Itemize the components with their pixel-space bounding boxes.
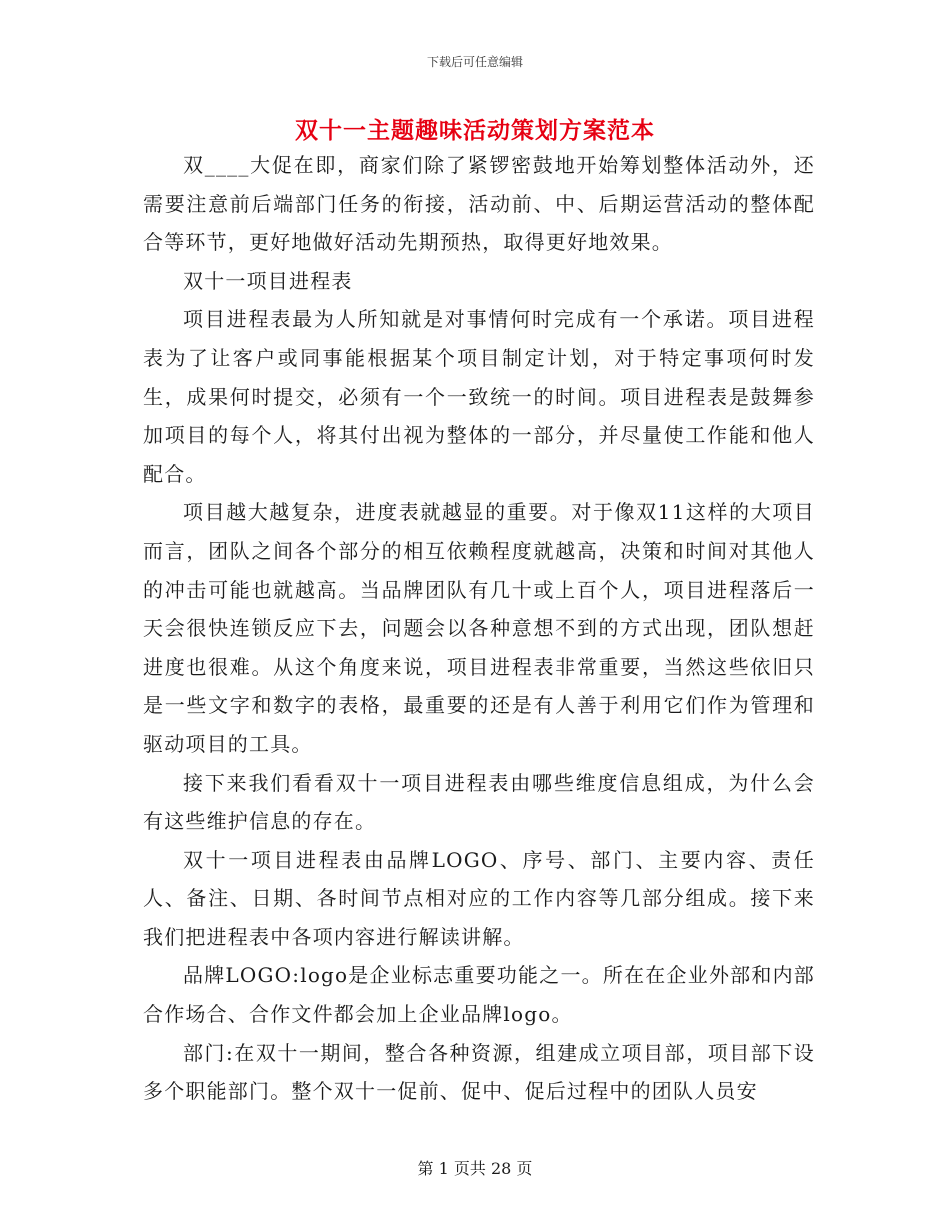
document-title: 双十一主题趣味活动策划方案范本 xyxy=(295,117,655,144)
paragraph: 部门:在双十一期间，整合各种资源，组建成立项目部，项目部下设多个职能部门。整个双十一促前、促中、促后过程中的团队人员安 xyxy=(143,1040,815,1104)
paragraph: 双十一项目进程表由品牌LOGO、序号、部门、主要内容、责任人、备注、日期、各时间节点相对应的工作内容等几部分组成。接下来我们把进程表中各项内容进行解读讲解。 xyxy=(143,847,815,949)
document-body xyxy=(143,146,815,1111)
paragraph: 项目进程表最为人所知就是对事情何时完成有一个承诺。项目进程表为了让客户或同事能根据某个项目制定计划，对于特定事项何时发生，成果何时提交，必须有一个一致统一的时间。项目进程表是鼓舞参加项目的每个人，将其付出视为整体的一部分，并尽量使工作能和他人配合。 xyxy=(143,307,815,486)
paragraph: 品牌LOGO:logo是企业标志重要功能之一。所在在企业外部和内部合作场合、合作文件都会加上企业品牌logo。 xyxy=(143,963,815,1027)
section-heading: 双十一项目进程表 xyxy=(183,268,353,293)
page-number-footer: 第 1 页共 28 页 xyxy=(417,1159,533,1178)
header-note: 下载后可任意编辑 xyxy=(426,55,523,69)
paragraph: 项目越大越复杂，进度表就越显的重要。对于像双11这样的大项目而言，团队之间各个部分的相互依赖程度就越高，决策和时间对其他人的冲击可能也就越高。当品牌团队有几十或上百个人，项目进程落后一天会很快连锁反应下去，问题会以各种意想不到的方式出现，团队想赶进度也很难。从这个角度来说，项目进程表非常重要，当然这些依旧只是一些文字和数字的表格，最重要的还是有人善于利用它们作为管理和驱动项目的工具。 xyxy=(143,500,815,756)
paragraph: 双____大促在即，商家们除了紧锣密鼓地开始筹划整体活动外，还需要注意前后端部门任务的衔接，活动前、中、后期运营活动的整体配合等环节，更好地做好活动先期预热，取得更好地效果。 xyxy=(143,153,815,255)
paragraph: 接下来我们看看双十一项目进程表由哪些维度信息组成，为什么会有这些维护信息的存在。 xyxy=(143,770,815,834)
